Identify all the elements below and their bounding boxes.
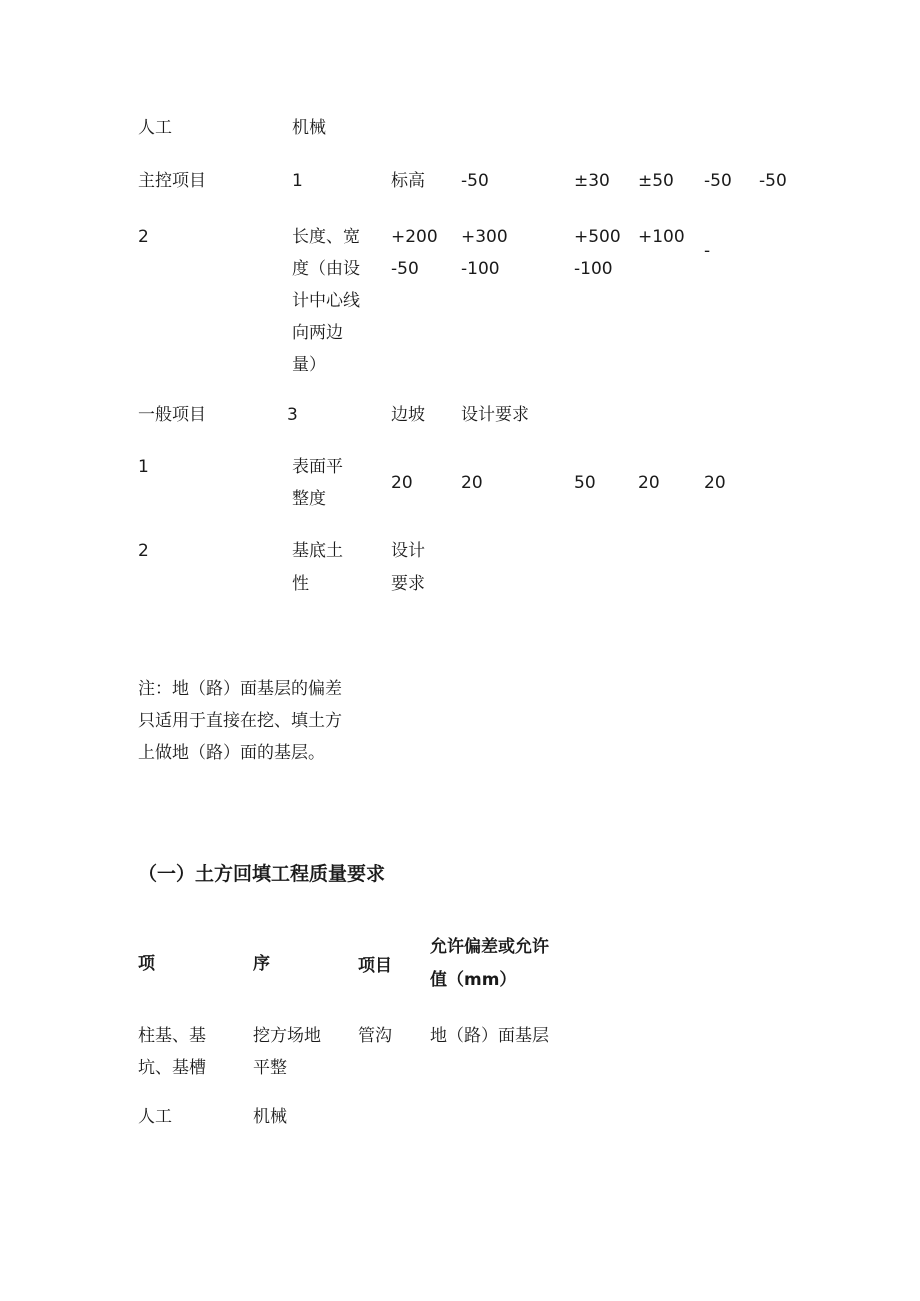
cell: -100 [574, 259, 613, 279]
cell: 1 [138, 457, 149, 477]
cell: +500 [574, 227, 621, 247]
cell: -50 [704, 171, 732, 191]
cell: 计中心线 [292, 291, 360, 311]
cell: -50 [759, 171, 787, 191]
cell: 柱基、基 [138, 1026, 206, 1046]
header-cell: 项 [138, 954, 155, 974]
cell: +100 [638, 227, 685, 247]
cell: 2 [138, 227, 149, 247]
cell: 人工 [138, 1107, 172, 1127]
cell: 表面平 [292, 457, 343, 477]
cell: 人工 [138, 118, 172, 138]
cell: 20 [391, 473, 413, 493]
cell: 20 [461, 473, 483, 493]
cell: ±50 [638, 171, 674, 191]
cell: 向两边 [292, 323, 343, 343]
cell: -50 [391, 259, 419, 279]
note-line: 上做地（路）面的基层。 [138, 743, 325, 763]
cell: +300 [461, 227, 508, 247]
cell: ±30 [574, 171, 610, 191]
cell: 平整 [253, 1058, 287, 1078]
cell: 边坡 [391, 405, 425, 425]
cell: 度（由设 [292, 259, 360, 279]
cell: +200 [391, 227, 438, 247]
header-cell: 序 [253, 954, 270, 974]
cell: 量） [292, 355, 326, 375]
cell: 1 [292, 171, 303, 191]
cell: 一般项目 [138, 405, 206, 425]
cell: -50 [461, 171, 489, 191]
cell: 机械 [292, 118, 326, 138]
header-cell: 项目 [358, 956, 392, 976]
cell: 20 [704, 473, 726, 493]
cell: 管沟 [358, 1026, 392, 1046]
cell: 50 [574, 473, 596, 493]
cell: -100 [461, 259, 500, 279]
cell: 机械 [253, 1107, 287, 1127]
cell: 设计要求 [461, 405, 529, 425]
cell: 基底土 [292, 541, 343, 561]
section-title: （一）土方回填工程质量要求 [138, 863, 386, 885]
cell: 主控项目 [138, 171, 206, 191]
cell: 地（路）面基层 [430, 1026, 549, 1046]
cell: 整度 [292, 489, 326, 509]
cell: - [704, 241, 711, 261]
cell: 2 [138, 541, 149, 561]
cell: 标高 [391, 171, 425, 191]
cell: 坑、基槽 [138, 1058, 206, 1078]
cell: 3 [287, 405, 298, 425]
cell: 20 [638, 473, 660, 493]
header-cell: 值（mm） [430, 970, 517, 990]
header-cell: 允许偏差或允许 [430, 937, 549, 957]
cell: 要求 [391, 574, 425, 594]
cell: 挖方场地 [253, 1026, 321, 1046]
cell: 长度、宽 [292, 227, 360, 247]
cell: 设计 [391, 541, 425, 561]
note-line: 注：地（路）面基层的偏差 [138, 679, 342, 699]
cell: 性 [292, 574, 309, 594]
note-line: 只适用于直接在挖、填土方 [138, 711, 342, 731]
